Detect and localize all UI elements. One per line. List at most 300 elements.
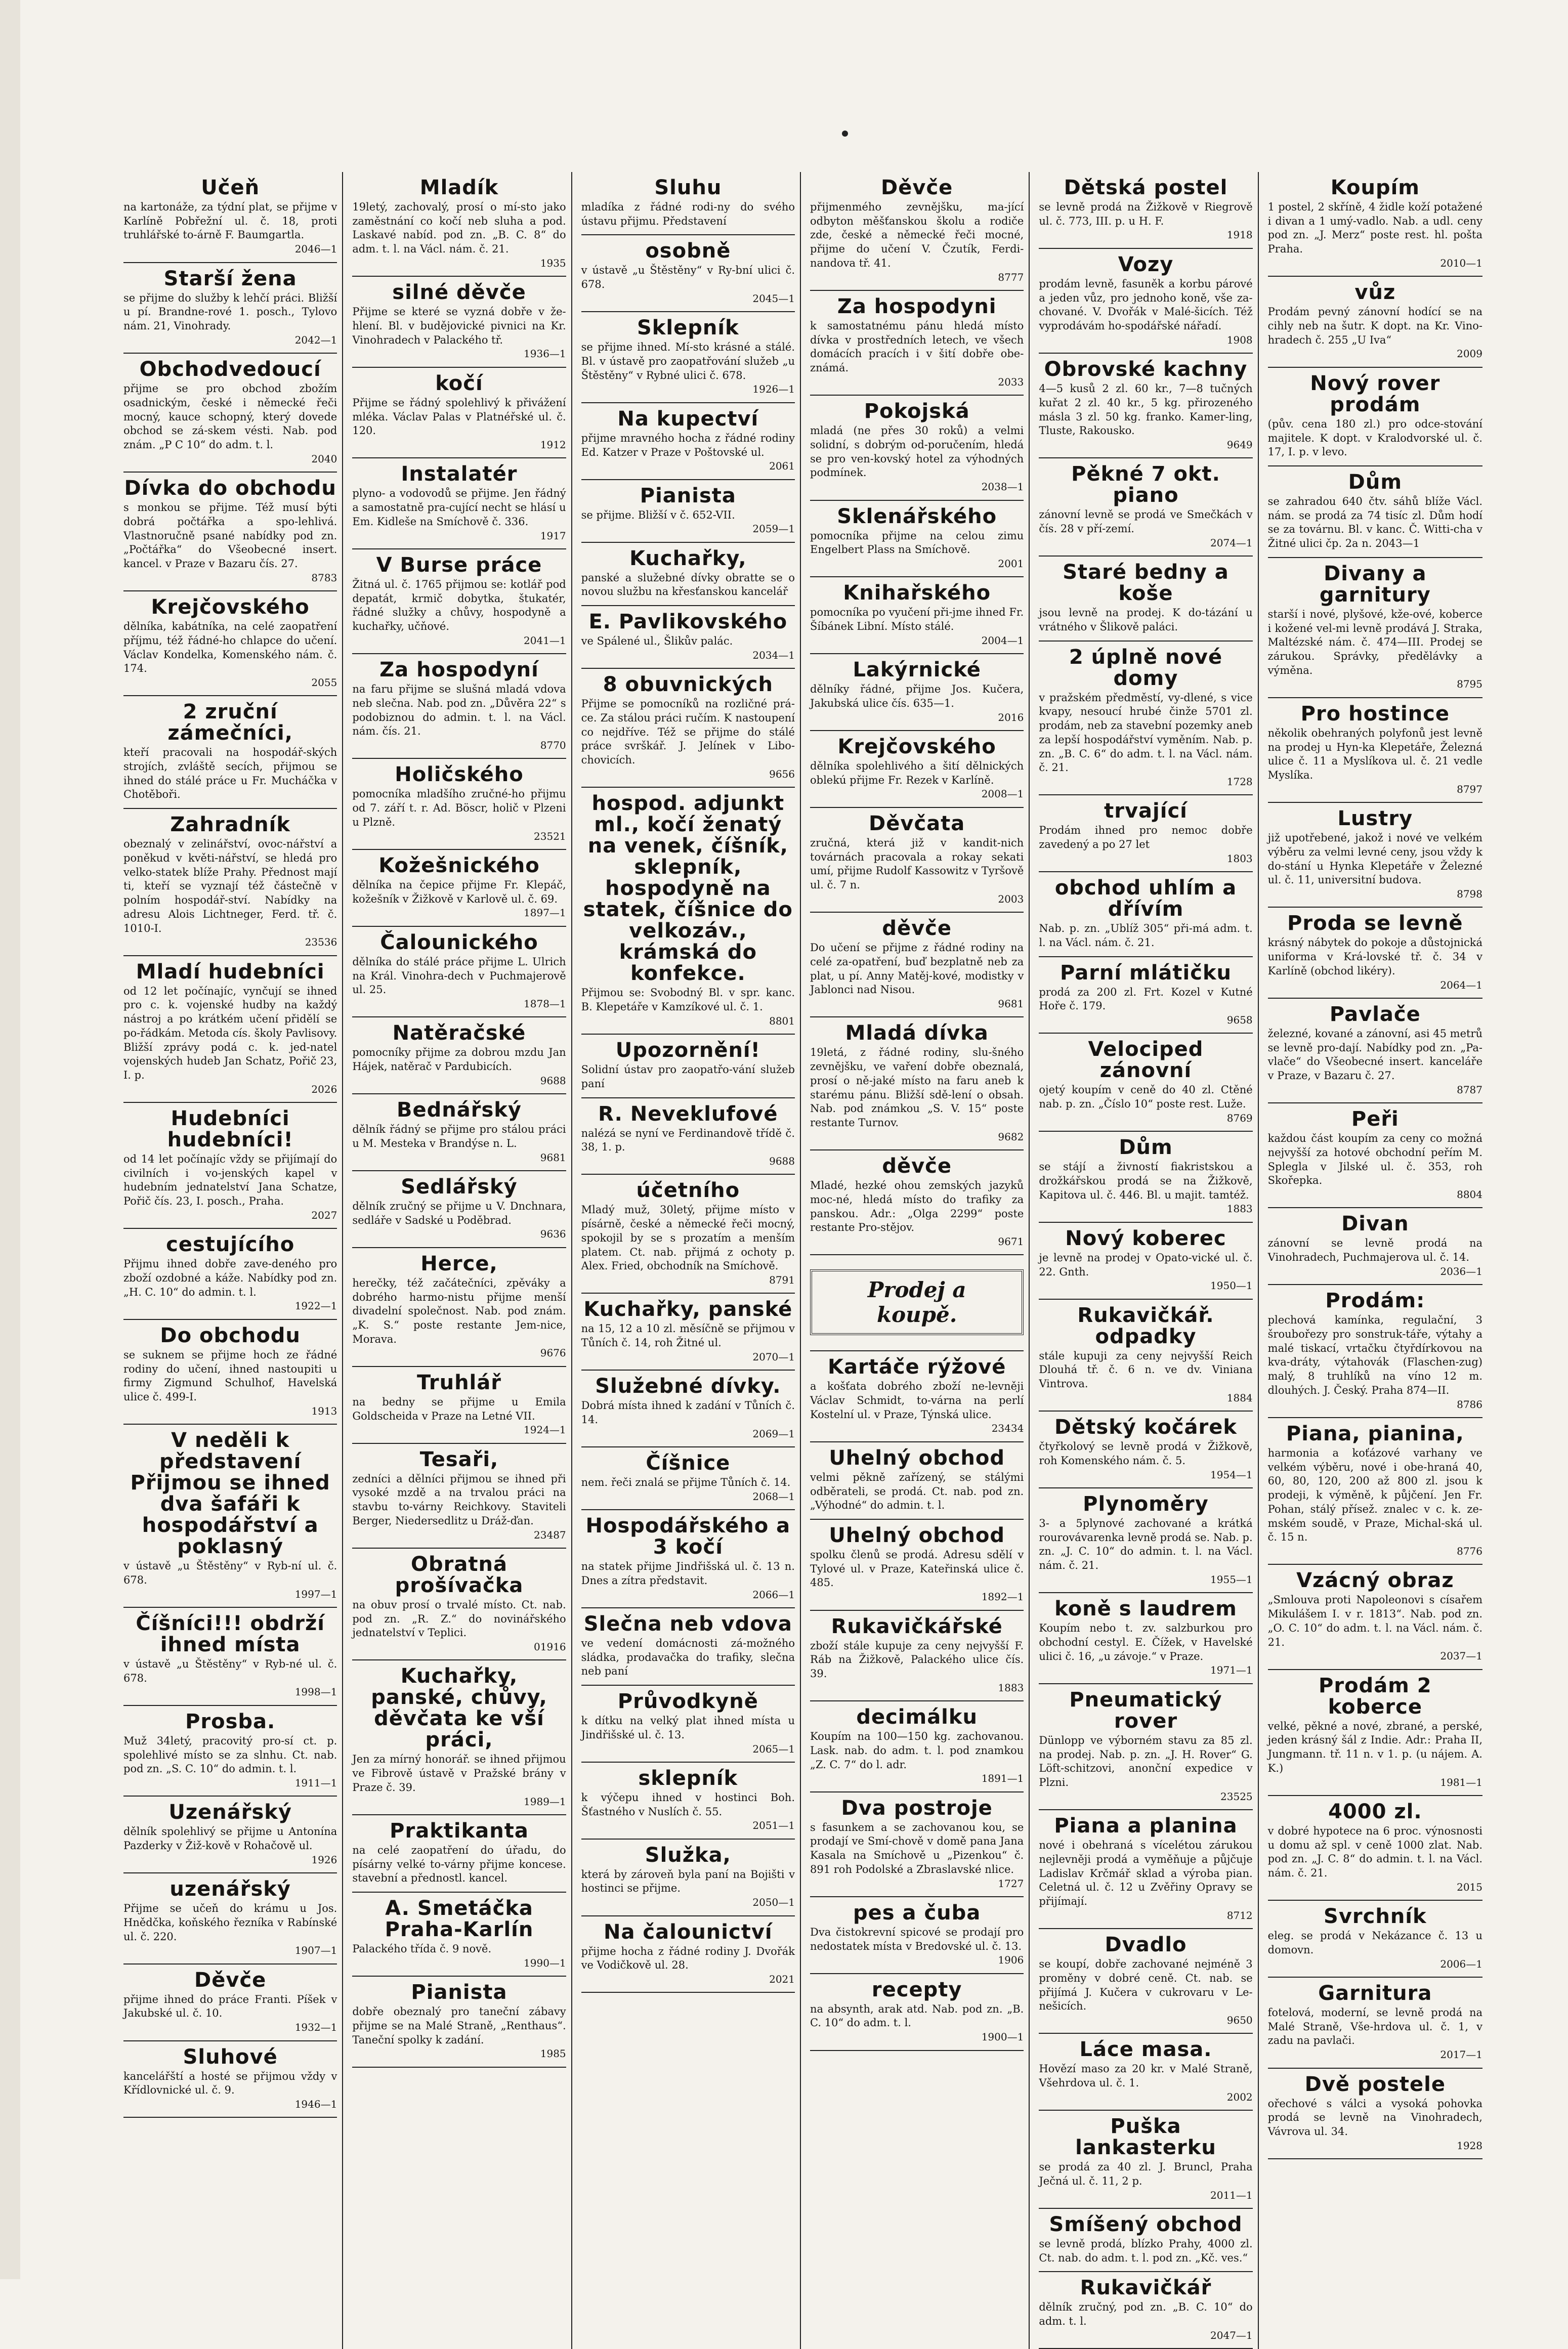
classified-ad <box>1039 557 1252 641</box>
ad-ref-number: 1918 <box>1226 229 1253 241</box>
ad-body: Koupím nebo t. zv. salzburkou pro obchodní cestyl. E. Čížek, v Havelské ulici č. 16, „u závoje.“ v Praze. <box>1039 1622 1253 1662</box>
ad-text <box>1039 2300 1252 2342</box>
ad-body: panské a služebné dívky obratte se o novou službu na křesťanskou kancelář <box>581 571 795 598</box>
ad-ref-number: 1908 <box>1226 333 1253 346</box>
ad-ref-number: 2042—1 <box>294 333 337 346</box>
classified-ad <box>581 543 795 606</box>
classified-ad <box>1268 999 1482 1103</box>
ad-body: Solidní ústav pro zaopatřo-vání služeb paní <box>581 1063 795 1090</box>
section-banner: Prodej a koupě. <box>810 1269 1024 1335</box>
ad-heading: Parní mlátičku <box>1060 961 1232 985</box>
ad-heading: Dvě postele <box>1304 2072 1446 2096</box>
ad-text <box>810 1639 1024 1695</box>
ad-body: se stájí a živností fiakristskou a drožkářskou prodá se na Žižkově, Kapitova ul. č. 446. Bl. u majit. tamtéž. <box>1039 1161 1253 1201</box>
classified-ad <box>1039 2272 1252 2349</box>
ad-ref-number: 2011—1 <box>1210 2189 1253 2201</box>
ad-ref-number: 2004—1 <box>981 634 1024 647</box>
ad-heading: Mladá dívka <box>845 1021 989 1045</box>
ad-ref-number: 2038—1 <box>981 481 1024 493</box>
ad-body: Prodám ihned pro nemoc dobře zavedený a po 27 let <box>1039 824 1253 851</box>
ad-text <box>1039 1251 1252 1293</box>
ad-heading: Nový rover prodám <box>1310 371 1440 416</box>
classified-ad <box>123 1103 337 1229</box>
ad-body: dobře obeznalý pro taneční zábavy přijme se na Malé Straně, „Renthaus“. Taneční spolky k zadání. <box>352 2005 566 2046</box>
ad-body: Nab. p. zn. „Ublíž 305“ při-má adm. t. l. na Václ. nám. č. 21. <box>1039 922 1253 949</box>
ad-text <box>1039 606 1252 634</box>
ad-heading: hospod. adjunkt ml., kočí ženatý na venek, číšník, sklepník, hospodyně na statek, číšnice do velkozáv., krámská do konfekce. <box>583 792 793 986</box>
ad-body: mladá (ne přes 30 roků) a velmi solidní, s dobrým od-poručením, hledá se pro ven-kovský hotel za výhodných podmínek. <box>810 424 1024 479</box>
classified-ad <box>1039 354 1252 458</box>
ad-text <box>581 1637 795 1679</box>
ad-text <box>123 291 337 347</box>
ad-ref-number: 1926—1 <box>752 383 795 396</box>
ad-body: spolku členů se prodá. Adresu sdělí v Tylové ul. v Praze, Kateřinská ulice č. 485. <box>810 1549 1024 1589</box>
ad-text <box>123 837 337 949</box>
ad-ref-number: 2059—1 <box>752 523 795 535</box>
ad-body: je levně na prodej v Opato-vické ul. č. 22. Gnth. <box>1039 1251 1253 1278</box>
classified-ad <box>1039 458 1252 557</box>
ad-text <box>581 1399 795 1440</box>
ad-heading: Divany a garnitury <box>1319 562 1431 607</box>
ad-body: 4—5 kusů 2 zl. 60 kr., 7—8 tučných kuřat 2 zl. 40 kr., 5 kg. přirozeného másla 3 zl. 50 kg. franko. Kamer-ling, Tluste, Rakousko. <box>1039 382 1253 437</box>
ad-text <box>123 620 337 689</box>
ad-text <box>123 382 337 465</box>
classified-ad <box>810 1974 1024 2051</box>
ad-ref-number: 2068—1 <box>752 1490 795 1503</box>
ad-ref-number: 1935 <box>540 257 566 269</box>
ad-ref-number: 2037—1 <box>1440 1650 1482 1662</box>
ad-body: ojetý koupím v ceně do 40 zl. Ctěné nab. p. zn. „Číslo 10“ poste rest. Luže. <box>1039 1084 1253 1111</box>
ad-heading: R. Neveklufové <box>598 1102 778 1126</box>
ad-heading: Sluhové <box>183 2045 278 2069</box>
ad-text <box>810 1821 1024 1890</box>
ad-ref-number: 2033 <box>998 375 1024 388</box>
ad-text <box>1268 1236 1482 1278</box>
ad-ref-number: 8791 <box>769 1273 795 1286</box>
ad-heading: obchod uhlím a dřívím <box>1054 876 1237 921</box>
ad-ref-number: 1906 <box>998 1954 1024 1967</box>
ad-heading: recepty <box>871 1978 962 2001</box>
ad-ref-number: 8776 <box>1457 1545 1482 1557</box>
ad-ref-number: 1936—1 <box>524 348 566 360</box>
ad-text <box>123 1152 337 1222</box>
ad-heading: Proda se levně <box>1287 912 1463 935</box>
ad-ref-number: 1727 <box>998 1877 1024 1890</box>
ad-heading: Krejčovského <box>151 595 310 619</box>
column-2 <box>350 172 572 2349</box>
classified-ad <box>352 1977 566 2068</box>
ad-text <box>352 955 566 1011</box>
ad-text <box>123 1559 337 1601</box>
classified-ad <box>581 235 795 312</box>
classified-columns <box>121 172 1488 2341</box>
classified-ad <box>1268 466 1482 558</box>
ad-ref-number: 23521 <box>534 830 566 842</box>
ad-heading: Dětský kočárek <box>1054 1416 1237 1439</box>
classified-ad <box>123 473 337 591</box>
ad-body: Přijme se které se vyzná dobře v že-hlení. Bl. v budějovické pivnici na Kr. Vinohradech v Palackého tř. <box>352 306 566 346</box>
ad-text <box>1268 200 1482 270</box>
ad-text <box>810 1046 1024 1143</box>
ad-ref-number: 1803 <box>1226 852 1253 865</box>
ad-heading: decimálku <box>856 1705 978 1729</box>
ad-heading: Kožešnického <box>378 853 540 877</box>
ad-heading: Pro hostince <box>1300 702 1450 725</box>
classified-ad <box>352 458 566 549</box>
ad-body: 19letá, z řádné rodiny, slu-šného zevnějšku, ve vaření dobře obeznalá, prosí o ně-jaké místo na faru aneb k starému pánu. Bližší sdě-lení o obsah. Nab. pod známkou „S. V. 15“ poste restante Turnov. <box>810 1046 1024 1129</box>
ad-heading: Rukavičkář <box>1080 2276 1212 2300</box>
classified-ad <box>352 1171 566 1248</box>
ad-text <box>581 200 795 228</box>
classified-ad <box>123 1608 337 1706</box>
ad-ref-number: 1883 <box>1226 1203 1253 1215</box>
ad-ref-number: 2009 <box>1457 348 1482 360</box>
ad-body: dělníka na čepice přijme Fr. Klepáč, kožešník v Žižkově v Karlově ul. č. 69. <box>352 878 566 905</box>
ad-heading: Mladí hudebníci <box>136 960 325 984</box>
ad-heading: Kuchařky, panské, chůvy, děvčata ke vší práci, <box>371 1664 547 1752</box>
ad-text <box>810 1179 1024 1248</box>
classified-ad <box>123 696 337 809</box>
ad-body: velké, pěkné a nové, zbrané, a perské, jeden krásný šál z Indie. Adr.: Praha II, Jungmann. tř. 11 n. v 1. p. (u nájem. A. K.) <box>1267 1720 1482 1774</box>
ad-text <box>1039 986 1252 1027</box>
ad-ref-number: 1932—1 <box>294 2021 337 2034</box>
ad-body: Přijmou se: Svobodný Bl. v spr. kanc. B. Klepetáře v Kamzíkové ul. č. 1. <box>581 987 795 1013</box>
classified-ad <box>1039 795 1252 872</box>
ad-text <box>581 1127 795 1168</box>
ad-body: dělník zručný se přijme u V. Dnchnara, sedláře v Sadské u Poděbrad. <box>352 1200 566 1226</box>
ad-text <box>352 1844 566 1886</box>
ad-body: čtyřkolový se levně prodá v Žižkově, roh Komenského nám. č. 5. <box>1039 1440 1253 1467</box>
ad-text <box>810 941 1024 1010</box>
classified-ad <box>810 808 1024 913</box>
ad-body: několik obehraných polyfonů jest levně na prodej u Hyn-ka Klepetáře, Železná ulice č. 11 a Myslíkova ul. č. 21 vedle Myslíka. <box>1267 727 1482 781</box>
ad-body: starší i nové, plyšové, kže-ové, koberce i kožené vel-mi levně prodává J. Straka, Maltézské nám. č. 474—III. Prodej se zárukou. Správky, předělávky a výměna. <box>1267 608 1482 676</box>
ad-text <box>1039 1734 1252 1803</box>
ad-body: s monkou se přijme. Též musí býti dobrá počtářka a spo-lehlivá. Vlastnoručně psané nabídky pod zn. „Počtářka“ do Všeobecné insert. kancel. v Praze v Bazaru čís. 27. <box>123 501 337 570</box>
ad-ref-number: 9658 <box>1226 1014 1253 1027</box>
ad-body: která by zároveň byla paní na Bojišti v hostinci se přijme. <box>581 1868 795 1895</box>
column-3 <box>579 172 801 2349</box>
ad-ref-number: 9656 <box>769 767 795 780</box>
classified-ad <box>581 1371 795 1447</box>
ad-ref-number: 9649 <box>1226 438 1253 451</box>
ad-ref-number: 1928 <box>1457 2139 1482 2152</box>
ad-body: v pražském předměstí, vy-dlené, s vice kvapy, nesoucí hrubé činže 5701 zl. prodám, neb za stavební pozemky aneb za lepší hospodářství vyměním. Nab. p. zn. „B. C. 6“ do adm. t. l. na Václ. nám. č. 21. <box>1039 691 1253 774</box>
ad-heading: silné děvče <box>392 281 526 305</box>
ad-body: plechová kamínka, regulační, 3 šroubořezy pro sonstruk-táře, výtahy a malé tiskací, vrtačku čtyřdírkovou na kva-dráty, výtahovák (Flaschen-zug) malý, 8 truhlíků na víno 12 m. dlouhých. J. Český. Praha 874—II. <box>1267 1314 1482 1396</box>
classified-ad <box>1268 2069 1482 2160</box>
classified-ad <box>1268 1901 1482 1978</box>
ad-body: se přijme. Bližší v č. 652-VII. <box>581 508 735 521</box>
classified-ad <box>1268 368 1482 466</box>
ad-heading: Instalatér <box>401 462 518 486</box>
ad-text <box>352 787 566 843</box>
ad-heading: Tesaři, <box>419 1447 499 1471</box>
ad-text <box>352 1395 566 1437</box>
classified-ad <box>1039 957 1252 1034</box>
ad-ref-number: 2064—1 <box>1440 978 1482 991</box>
classified-ad <box>581 312 795 403</box>
ad-heading: Divan <box>1341 1212 1409 1236</box>
ad-text <box>1039 277 1252 347</box>
classified-ad <box>1039 172 1252 249</box>
classified-ad <box>581 1098 795 1175</box>
ad-text <box>810 759 1024 801</box>
ad-ref-number: 2047—1 <box>1210 2329 1253 2341</box>
ad-body: Mladý muž, 30letý, přijme místo v písárně, české a německé řeči mocný, spokojil by se s prozatím a menším platem. Ct. nab. přijmá z ochoty p. Alex. Fried, obchodník na Smíchově. <box>581 1204 795 1272</box>
ad-body: dělníka, kabátníka, na celé zaopatření příjmu, též řádné-ho chlapce do učení. Václav Kondelka, Komenského nám. č. 174. <box>123 620 337 675</box>
ad-body: dělníka spolehlivého a šití dělnických oblekú přijme Fr. Rezek v Karlíně. <box>810 760 1024 786</box>
classified-ad <box>123 1797 337 1873</box>
classified-ad <box>810 1150 1024 1255</box>
classified-ad <box>352 1893 566 1977</box>
ad-heading: Pěkné 7 okt. piano <box>1071 462 1220 507</box>
ad-body: každou část koupím za ceny co možná nejvyšší za hotové obchodní peřím M. Splegla v Jilské ul. č. 353, roh Skořepka. <box>1267 1132 1482 1187</box>
ad-ref-number: 2008—1 <box>981 788 1024 800</box>
ad-text <box>581 1322 795 1363</box>
classified-ad <box>581 403 795 480</box>
ad-text <box>123 1257 337 1313</box>
ad-ref-number: 1907—1 <box>294 1944 337 1957</box>
ad-ref-number: 1924—1 <box>524 1424 566 1436</box>
classified-ad <box>581 1175 795 1294</box>
ad-text <box>352 396 566 452</box>
ad-heading: Piana, pianina, <box>1286 1422 1464 1445</box>
classified-ad <box>581 1686 795 1763</box>
ad-text <box>581 697 795 781</box>
ad-heading: Uhelný obchod <box>829 1524 1005 1548</box>
ad-heading: Upozornění! <box>615 1039 760 1062</box>
classified-ad <box>123 809 337 956</box>
ad-ref-number: 1981—1 <box>1440 1776 1482 1788</box>
ad-ref-number: 1985 <box>540 2047 566 2060</box>
ad-text <box>810 836 1024 906</box>
ad-body: Dva čistokrevní spicové se prodají pro nedostatek místa v Bredovské ul. č. 13. <box>810 1926 1024 1952</box>
ad-text <box>123 1902 337 1957</box>
ad-ref-number: 1922—1 <box>294 1300 337 1312</box>
ad-heading: Peři <box>1351 1107 1399 1131</box>
ad-body: ve Spálené ul., Šlikův palác. <box>581 635 733 648</box>
classified-ad <box>810 1017 1024 1150</box>
ad-text <box>810 1471 1024 1513</box>
ad-body: se levně prodá, blízko Prahy, 4000 zl. Ct. nab. do adm. t. l. pod zn. „Kč. ves.“ <box>1039 2237 1253 2264</box>
ad-body: se přijme ihned. Mí-sto krásné a stálé. Bl. v ústavě pro zaopatřování služeb „u Štěstěny“ v Rybné ulici č. 678. <box>581 341 795 381</box>
ad-heading: Lakýrnické <box>853 658 981 682</box>
classified-ad <box>810 1351 1024 1442</box>
ad-heading: Knihařského <box>843 581 991 605</box>
ad-body: Dünlopp ve výborném stavu za 85 zl. na prodej. Nab. p. zn. „J. H. Rover“ G. Löft-schitzovi, anonční expedice v Plzni. <box>1039 1734 1253 1788</box>
ad-text <box>581 1791 795 1832</box>
ad-text <box>123 1348 337 1418</box>
classified-ad <box>810 913 1024 1017</box>
ad-body: stále kupuji za ceny nejvyšší Reich Dlouhá tř. č. 6 n. ve dv. Viniana Vintrova. <box>1039 1349 1253 1390</box>
ad-text <box>352 1276 566 1360</box>
ad-heading: osobně <box>645 239 731 263</box>
ad-heading: E. Pavlikovského <box>588 610 788 634</box>
ad-ref-number: 8804 <box>1457 1188 1482 1201</box>
ad-heading: Láce masa. <box>1079 2038 1212 2062</box>
ad-text <box>581 340 795 396</box>
ad-ref-number: 8777 <box>998 271 1024 283</box>
ad-ref-number: 23536 <box>305 936 337 949</box>
ad-body: Dobrá místa ihned k zadání v Tůních č. 14. <box>581 1399 795 1426</box>
ad-heading: děvče <box>882 917 952 941</box>
ad-heading: Pavlače <box>1329 1002 1421 1026</box>
ad-heading: Děvče <box>194 1968 267 1992</box>
ad-text <box>581 634 795 662</box>
classified-ad <box>810 1611 1024 1702</box>
ad-heading: Sklenářského <box>837 504 997 528</box>
ad-heading: Truhlář <box>416 1371 501 1394</box>
classified-ad <box>352 1094 566 1171</box>
ad-text <box>123 501 337 584</box>
ad-text <box>123 1825 337 1866</box>
ad-body: pomocníky přijme za dobrou mzdu Jan Hájek, natěrač v Pardubicích. <box>352 1046 566 1073</box>
ad-text <box>581 1063 795 1091</box>
ad-heading: Starší žena <box>163 267 297 290</box>
ad-text <box>1268 495 1482 551</box>
classified-ad <box>1268 1103 1482 1208</box>
ad-text <box>1268 1720 1482 1789</box>
ad-ref-number: 8712 <box>1226 1909 1253 1921</box>
ad-body: dělníka do stálé práce přijme L. Ulrich na Král. Vinohra-dech v Puchmajerově ul. 25. <box>352 955 566 996</box>
ad-heading: uzenářský <box>169 1877 291 1901</box>
ad-text <box>581 1714 795 1756</box>
ad-heading: Děvče <box>881 176 953 199</box>
classified-ad <box>810 501 1024 578</box>
ad-heading: Služka, <box>645 1843 731 1867</box>
ad-text <box>352 1598 566 1654</box>
ad-heading: Za hospodyni <box>837 294 997 318</box>
classified-ad <box>581 480 795 543</box>
classified-ad <box>1039 2209 1252 2272</box>
classified-ad <box>352 1444 566 1549</box>
ad-body: v dobré hypotece na 6 proc. výnosnosti u domu až spl. v ceně 1000 zlat. Nab. pod zn. „J. C. 8“ do admin. t. l. na Václ. nám. č. 21. <box>1267 1824 1482 1880</box>
ad-body: „Smlouva proti Napoleonovi s císařem Mikulášem I. v r. 1813“. Nab. pod zn. „O. C. 10“ do adm. t. l. na Václ. nám. č. 21. <box>1267 1594 1482 1648</box>
ad-ref-number: 2045—1 <box>752 292 795 305</box>
ad-ref-number: 01916 <box>534 1641 566 1653</box>
ad-text <box>810 682 1024 724</box>
classified-ad <box>581 172 795 235</box>
ad-heading: A. Smetáčka Praha-Karlín <box>385 1897 534 1942</box>
ad-body: 3- a 5plynové zachované a krátká rourovávarenka levně prodá se. Nab. p. zn. „J. C. 10“ do admin. t. l. na Václ. nám. č. 21. <box>1039 1517 1253 1572</box>
ad-body: zedníci a dělníci přijmou se ihned při vysoké mzdě a na trvalou práci na stavbu to-várny Reichkovy. Staviteli Berger, Niedersedlitz u Dráž-ďan. <box>352 1472 566 1527</box>
ad-text <box>1039 1839 1252 1922</box>
ad-body: obeznalý v zelinářství, ovoc-nářství a poněkud v květi-nářství, se hledá pro velko-statek blíže Prahy. Přednost mají ti, kteří se vyznají též částečně v polním hospodář-ství. Nabídky na adresu Alois Lichtneger, Ferd. tř. č. 1010-I. <box>123 838 337 934</box>
ad-text <box>1268 1027 1482 1096</box>
ad-heading: Smíšený obchod <box>1049 2212 1243 2236</box>
classified-ad <box>352 549 566 654</box>
ad-body: plyno- a vodovodů se přijme. Jen řádný a samostatně pra-cující necht se hlásí u Em. Kidleše na Smíchově č. 336. <box>352 487 566 528</box>
ad-ref-number: 9681 <box>540 1151 566 1164</box>
classified-ad <box>810 1897 1024 1974</box>
classified-ad <box>1268 1670 1482 1796</box>
ad-ref-number: 2050—1 <box>752 1896 795 1909</box>
ad-heading: Svrchník <box>1324 1905 1427 1929</box>
ad-text <box>810 1926 1024 1967</box>
ad-body: a košťata dobrého zboží ne-levněji Václav Schmidt, to-várna na perlí Kostelní ul. v Praze, Týnská ulice. <box>810 1380 1024 1421</box>
ad-heading: Sedlářský <box>401 1175 518 1199</box>
ad-body: na kartonáže, za týdní plat, se přijme v Karlíně Pobřežní ul. č. 18, proti truhlářské to-árně F. Baumgartla. <box>123 201 337 241</box>
classified-ad <box>352 1549 566 1661</box>
ad-ref-number: 2061 <box>769 460 795 473</box>
ad-text <box>1268 936 1482 992</box>
ad-ref-number: 8787 <box>1457 1083 1482 1096</box>
ad-body: ve vedení domácnosti zá-možného sládka, prodavačka do trafiky, slečna neb paní <box>581 1637 795 1678</box>
ad-body: dělník spolehlivý se přijme u Antonína Pazderky v Žiž-kově v Rohačově ul. <box>123 1825 337 1852</box>
ad-ref-number: 2069—1 <box>752 1427 795 1440</box>
ad-text <box>352 1942 566 1970</box>
ad-body: dělník řádný se přijme pro stálou práci u M. Mesteka v Brandýse n. L. <box>352 1123 566 1149</box>
ad-body: 19letý, zachovalý, prosí o mí-sto jako zaměstnání co kočí neb sluha a pod. Laskavé nabíd. pod zn. „B. C. 8“ do adm. t. l. na Václ. nám. č. 21. <box>352 201 566 255</box>
ad-body: Jen za mírný honorář. se ihned přijmou ve Fibrově ústavě v Pražské brány v Praze č. 39. <box>352 1753 566 1793</box>
ad-heading: Garnitura <box>1318 1982 1432 2005</box>
ad-heading: Dům <box>1119 1136 1173 1160</box>
ad-ref-number: 2070—1 <box>752 1350 795 1363</box>
ad-heading: Pneumatický rover <box>1069 1688 1222 1733</box>
ad-body: prodá za 200 zl. Frt. Kozel v Kutné Hoře č. 179. <box>1039 986 1253 1012</box>
ad-text <box>123 200 337 256</box>
ad-heading: Kartáče rýžové <box>827 1355 1006 1379</box>
ad-heading: pes a čuba <box>853 1901 981 1925</box>
ad-heading: 2 zruční zámečníci, <box>167 700 293 745</box>
classified-ad <box>352 927 566 1018</box>
ad-heading: Kuchařky, <box>629 546 747 570</box>
ad-text <box>352 1472 566 1542</box>
ad-text <box>1039 1957 1252 2027</box>
ad-body: 1 postel, 2 skříně, 4 židle koží potažené i divan a 1 umý-vadlo. Nab. a udl. ceny pod zn. „J. Merz“ poste rest. hl. pošta Praha. <box>1267 201 1482 255</box>
ad-body: v ústavě „u Štěstěny“ v Ryb-ní ul. č. 678. <box>123 1560 337 1586</box>
ad-heading: sklepník <box>638 1766 738 1790</box>
classified-ad <box>123 1425 337 1608</box>
ad-text <box>581 571 795 599</box>
ad-heading: Vzácný obraz <box>1296 1569 1454 1593</box>
ad-heading: Herce, <box>420 1252 498 1275</box>
ad-body: Hovězí maso za 20 kr. v Malé Straně, Všehrdova ul. č. 1. <box>1039 2063 1253 2089</box>
ad-text <box>352 1200 566 1241</box>
ad-text <box>810 1730 1024 1785</box>
ad-heading: Prosba. <box>185 1710 276 1733</box>
ad-text <box>1268 305 1482 361</box>
ad-body: od 14 let počínajíc vždy se přijímají do civilních i vo-jenských kapel v hudebním jednatelství Jana Schatze, Pořič čís. 23, I. posch., Praha. <box>123 1153 337 1208</box>
ad-text <box>123 2070 337 2111</box>
ad-heading: Kuchařky, panské <box>583 1298 793 1321</box>
ad-ref-number: 2003 <box>998 892 1024 905</box>
ad-ref-number: 8797 <box>1457 783 1482 795</box>
ad-ref-number: 1946—1 <box>294 2098 337 2110</box>
ad-heading: účetního <box>636 1179 740 1203</box>
ad-ref-number: 1997—1 <box>294 1588 337 1600</box>
ad-text <box>810 1548 1024 1604</box>
ad-ref-number: 2034—1 <box>752 649 795 661</box>
ad-body: se koupí, dobře zachované nejméně 3 proměny v dobré ceně. Ct. nab. se přijímá J. Kučera v cukrovaru v Le-nešicích. <box>1039 1958 1253 2013</box>
ad-text <box>352 1123 566 1164</box>
ad-body: mladíka z řádné rodi-ny do svého ústavu přijmu. Představení <box>581 201 795 227</box>
ad-ref-number: 2055 <box>311 676 337 689</box>
classified-ad <box>1268 172 1482 277</box>
column-5 <box>1037 172 1258 2349</box>
ad-ref-number: 8769 <box>1226 1112 1253 1124</box>
ad-heading: Lustry <box>1337 807 1413 831</box>
ad-text <box>1268 417 1482 459</box>
ad-heading: Puška lankasterku <box>1075 2115 1216 2160</box>
ad-body: herečky, též začátečníci, zpěváky a dobrého harmo-nistu přijme menší divadelní společnost. Nab. pod znám. „K. S.“ poste restante Jem-nice, Morava. <box>352 1276 566 1345</box>
classified-ad <box>1268 1418 1482 1565</box>
ad-text <box>581 1868 795 1909</box>
ad-ref-number: 1971—1 <box>1210 1664 1253 1677</box>
classified-ad <box>1039 2111 1252 2209</box>
ad-body: pomocníka přijme na celou zimu Engelbert Plass na Smíchově. <box>810 529 1024 556</box>
